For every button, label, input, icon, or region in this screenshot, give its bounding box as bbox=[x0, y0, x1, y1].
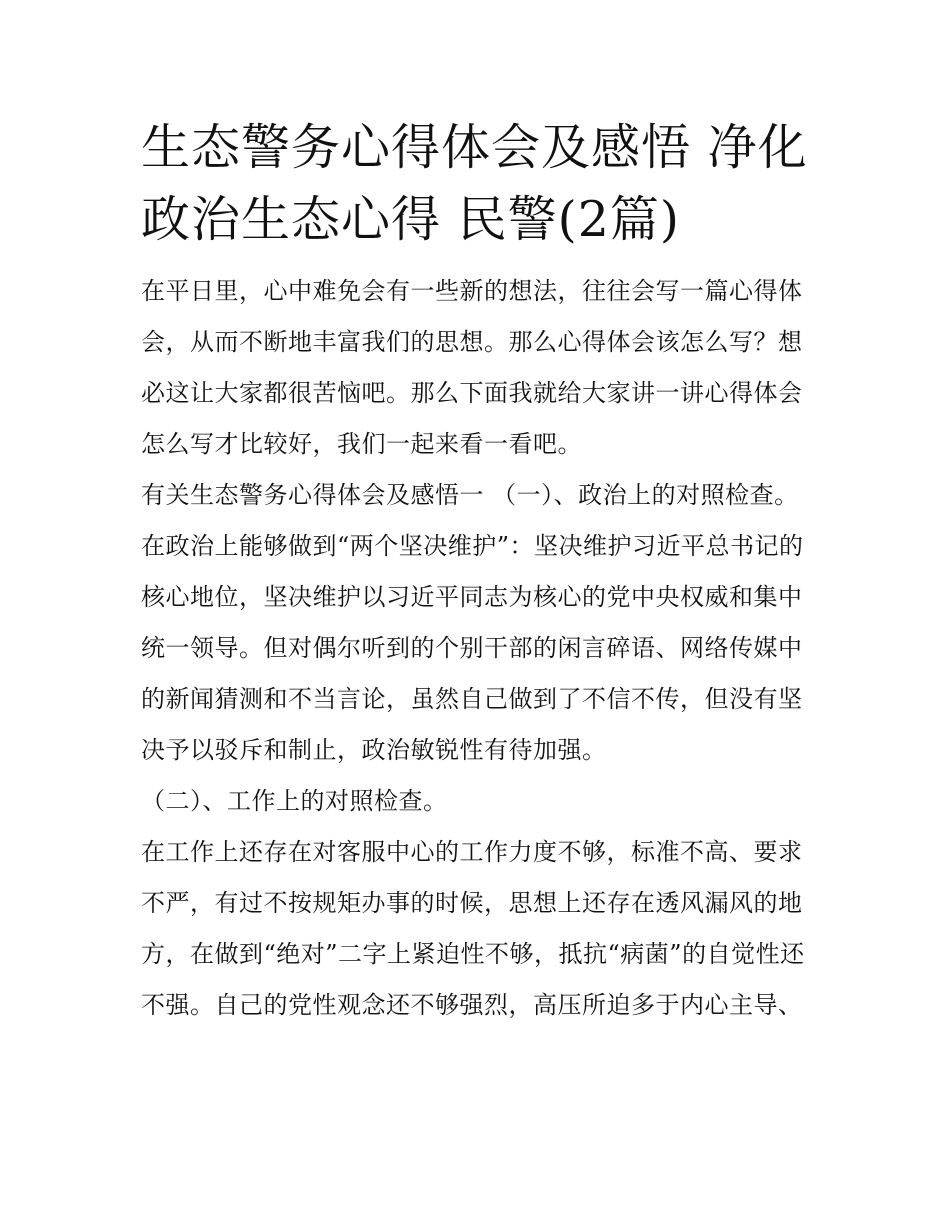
title-line-1: 生态警务心得体会及感悟 净化 bbox=[141, 119, 808, 176]
paragraph-intro: 在平日里，心中难免会有一些新的想法，往往会写一篇心得体会，从而不断地丰富我们的思想。那么心得体会该怎么写？想必这让大家都很苦恼吧。那么下面我就给大家讲一讲心得体会怎么写才比较好，我们一起来看一看吧。 bbox=[141, 277, 803, 458]
paragraph-political-check: 在政治上能够做到“两个坚决维护”：坚决维护习近平总书记的核心地位，坚决维护以习近平同志为核心的党中央权威和集中统一领导。但对偶尔听到的个别干部的闲言碎语、网络传媒中的新闻猜测和不当言论，虽然自己做到了不信不传，但没有坚决予以驳斥和制止，政治敏锐性有待加强。 bbox=[141, 532, 804, 764]
paragraph-section-2-heading: （二）、工作上的对照检查。 bbox=[141, 787, 448, 815]
title-line-2: 政治生态心得 民警(2篇) bbox=[141, 191, 680, 248]
document-title bbox=[141, 112, 821, 256]
paragraph-section-1-heading: 有关生态警务心得体会及感悟一 （一）、政治上的对照检查。 bbox=[141, 481, 799, 509]
document-body bbox=[141, 112, 821, 1031]
paragraph-work-check: 在工作上还存在对客服中心的工作力度不够，标准不高、要求不严，有过不按规矩办事的时候，思想上还存在透风漏风的地方，在做到“绝对”二字上紧迫性不够，抵抗“病菌”的自觉性还不强。自己的党性观念还不够强烈，高压所迫多于内心主导、 bbox=[141, 838, 805, 1019]
